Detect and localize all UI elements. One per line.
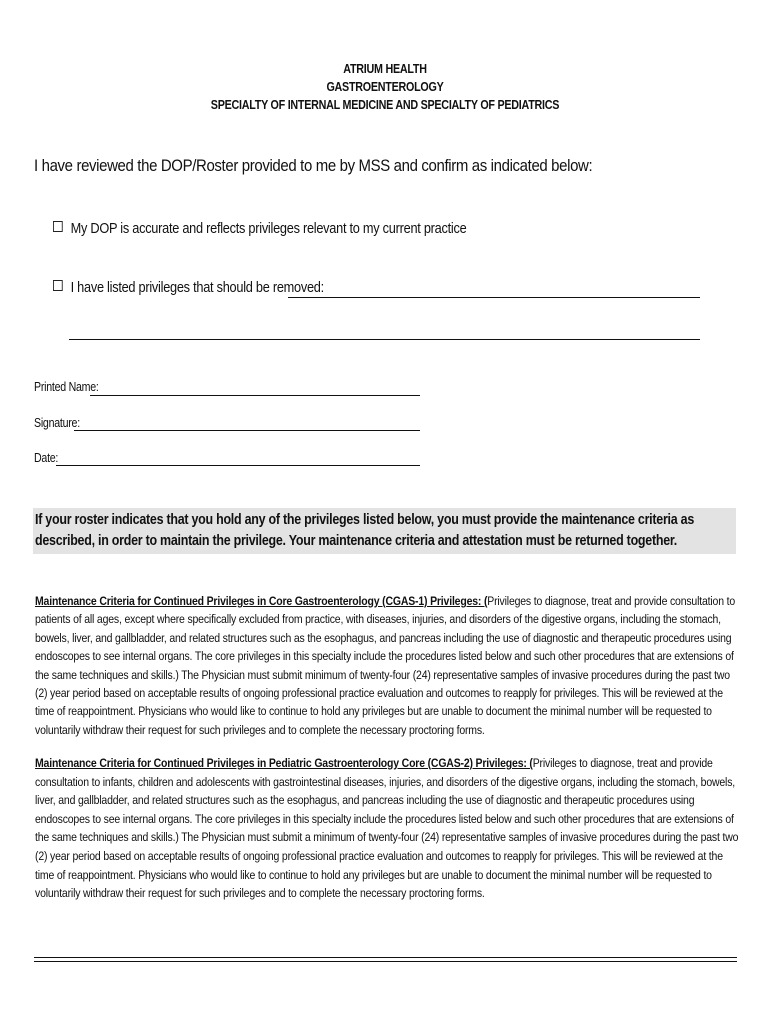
criteria-cgas-2 (35, 754, 738, 903)
checkbox-accurate[interactable] (53, 221, 63, 232)
checkbox-remove[interactable] (53, 280, 63, 291)
criteria-cgas-2-heading: Maintenance Criteria for Continued Privileges in Pediatric Gastroenterology Core (CGAS-2) Privileges: ( (35, 756, 533, 770)
intro-statement: I have reviewed the DOP/Roster provided to me by MSS and confirm as indicated below: (34, 156, 593, 175)
signature-field[interactable] (74, 430, 420, 431)
option-remove[interactable] (53, 280, 324, 296)
removed-privileges-line-2[interactable] (69, 339, 700, 340)
option-remove-label: I have listed privileges that should be removed: (70, 280, 324, 296)
department-title: GASTROENTEROLOGY (326, 80, 444, 94)
criteria-cgas-1 (35, 592, 738, 739)
footer-rule-bottom (34, 961, 737, 962)
criteria-cgas-1-heading: Maintenance Criteria for Continued Privileges in Core Gastroenterology (CGAS-1) Privileges: ( (35, 594, 488, 608)
footer-rule-top (34, 957, 737, 958)
criteria-cgas-1-body: Privileges to diagnose, treat and provide consultation to patients of all ages, except where specifically excluded from practice, with diseases, injuries, and disorders of the digestive organs, including the stomach, bowels, liver, and gallbladder, and related structures such as the esophagus, and pancreas including the use of diagnostic and therapeutic procedures using endoscopes to see internal organs. The core privileges in this specialty include the procedures listed below and such other procedures that are extensions of the same techniques and skills.) The Physician must submit minimum of twenty-four (24) representative samples of invasive procedures during the past two (2) year period based on acceptable results of ongoing professional practice evaluation and outcomes to reapply for privileges. This will be reviewed at the time of reappointment. Physicians who would like to continue to hold any privileges but are unable to document the minimal number will be requested to voluntarily withdraw their request for such privileges and to complete the necessary proctoring forms. (35, 594, 735, 737)
option-accurate-label: My DOP is accurate and reflects privileges relevant to my current practice (70, 221, 467, 237)
maintenance-notice: If your roster indicates that you hold any of the privileges listed below, you must provide the maintenance criteria as described, in order to maintain the privilege. Your maintenance criteria and attestation must be returned together. (35, 512, 695, 549)
printed-name-field[interactable] (90, 395, 420, 396)
criteria-cgas-2-body: Privileges to diagnose, treat and provide consultation to infants, children and adolescents with gastrointestinal diseases, injuries, and disorders of the digestive organs, including the stomach, bowels, liver, and gallbladder, and related structures such as the esophagus, and pancreas including the use of diagnostic and therapeutic procedures using endoscopes to see internal organs. The core privileges in this specialty include the procedures listed below and such other procedures that are extensions of the same techniques and skills.) The Physician must submit a minimum of twenty-four (24) representative samples of invasive procedures during the past two (2) year period based on acceptable results of ongoing professional practice evaluation and outcomes to reapply for privileges. This will be reviewed at the time of reappointment. Physicians who would like to continue to hold any privileges but are unable to document the minimal number will be requested to voluntarily withdraw their request for such privileges and to complete the necessary proctoring forms. (35, 756, 739, 901)
signature-label: Signature: (34, 416, 80, 430)
removed-privileges-line-1[interactable] (288, 297, 700, 298)
org-title: ATRIUM HEALTH (343, 62, 427, 76)
date-label: Date: (34, 451, 59, 465)
specialty-title: SPECIALTY OF INTERNAL MEDICINE AND SPECIALTY OF PEDIATRICS (210, 98, 560, 112)
date-field[interactable] (56, 465, 420, 466)
option-accurate[interactable] (53, 221, 466, 237)
printed-name-label: Printed Name: (34, 380, 99, 394)
